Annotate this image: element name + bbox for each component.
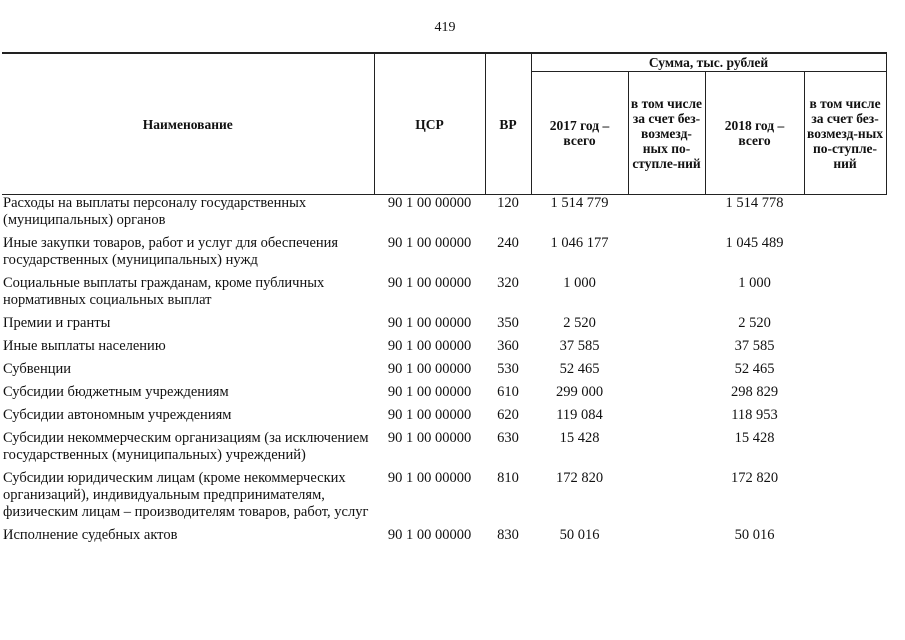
row-2017-gratuitous — [628, 527, 705, 550]
row-2017-total: 2 520 — [563, 315, 596, 331]
row-2017-total: 50 016 — [559, 527, 600, 543]
table-row — [2, 315, 886, 338]
row-2018-total: 52 465 — [734, 361, 775, 377]
row-name: Социальные выплаты гражданам, кроме публичных нормативных социальных выплат — [3, 275, 325, 308]
table-row — [2, 407, 886, 430]
row-vr: 810 — [497, 470, 519, 486]
row-2018-total: 172 820 — [730, 470, 779, 486]
row-2017-total: 37 585 — [559, 338, 600, 354]
row-name: Исполнение судебных актов — [3, 527, 178, 543]
header-2018-gratuitous: в том числе за счет без-возмезд-ных по-ступле-ний — [804, 72, 886, 195]
row-2017-gratuitous — [628, 275, 705, 315]
row-2017-gratuitous — [628, 384, 705, 407]
row-2017-total: 52 465 — [559, 361, 600, 377]
row-name: Субсидии некоммерческим организациям (за исключением государственных (муниципальных) учреждений) — [3, 430, 369, 463]
row-2018-gratuitous — [804, 384, 886, 407]
row-2018-gratuitous — [804, 338, 886, 361]
budget-table — [2, 52, 887, 550]
row-2018-gratuitous — [804, 407, 886, 430]
header-csr: ЦСР — [374, 53, 485, 195]
header-2017-total: 2017 год – всего — [531, 72, 628, 195]
row-2018-total: 298 829 — [730, 384, 779, 400]
row-2018-total: 1 000 — [738, 275, 771, 291]
table-row — [2, 361, 886, 384]
row-name: Иные закупки товаров, работ и услуг для обеспечения государственных (муниципальных) нужд — [3, 235, 339, 268]
row-csr: 90 1 00 00000 — [387, 315, 472, 331]
row-vr: 240 — [497, 235, 519, 251]
row-2018-total: 1 514 778 — [725, 195, 784, 211]
header-2018-total: 2018 год – всего — [705, 72, 804, 195]
row-name: Премии и гранты — [3, 315, 111, 331]
header-name: Наименование — [2, 53, 374, 195]
row-2018-gratuitous — [804, 430, 886, 470]
row-name: Субвенции — [3, 361, 71, 377]
row-2018-total: 2 520 — [738, 315, 771, 331]
row-vr: 630 — [497, 430, 519, 446]
row-vr: 610 — [497, 384, 519, 400]
row-csr: 90 1 00 00000 — [387, 275, 472, 291]
row-2018-gratuitous — [804, 275, 886, 315]
row-name: Субсидии автономным учреждениям — [3, 407, 232, 423]
row-2018-total: 118 953 — [731, 407, 778, 423]
row-2018-total: 1 045 489 — [725, 235, 784, 251]
table-row — [2, 384, 886, 407]
row-2017-total: 299 000 — [555, 384, 604, 400]
row-vr: 530 — [497, 361, 519, 377]
table-row — [2, 275, 886, 315]
row-2018-gratuitous — [804, 235, 886, 275]
row-csr: 90 1 00 00000 — [387, 430, 472, 446]
row-vr: 620 — [497, 407, 519, 423]
row-2017-total: 1 046 177 — [550, 235, 609, 251]
row-2017-gratuitous — [628, 361, 705, 384]
table-row — [2, 338, 886, 361]
row-2018-gratuitous — [804, 315, 886, 338]
row-name: Субсидии бюджетным учреждениям — [3, 384, 229, 400]
row-csr: 90 1 00 00000 — [387, 384, 472, 400]
table-body — [2, 195, 886, 551]
row-name: Иные выплаты населению — [3, 338, 166, 354]
row-2018-gratuitous — [804, 195, 886, 236]
row-2017-total: 1 514 779 — [550, 195, 609, 211]
header-sum-title: Сумма, тыс. рублей — [531, 53, 886, 72]
row-2018-total: 50 016 — [734, 527, 775, 543]
row-vr: 360 — [497, 338, 519, 354]
row-csr: 90 1 00 00000 — [387, 527, 472, 543]
row-2017-gratuitous — [628, 470, 705, 527]
row-2018-total: 37 585 — [734, 338, 775, 354]
row-2018-gratuitous — [804, 470, 886, 527]
row-csr: 90 1 00 00000 — [387, 235, 472, 251]
row-2017-gratuitous — [628, 407, 705, 430]
row-2018-total: 15 428 — [734, 430, 775, 446]
row-2017-total: 1 000 — [563, 275, 596, 291]
row-2017-total: 172 820 — [555, 470, 604, 486]
table-row — [2, 470, 886, 527]
page-number: 419 — [434, 20, 456, 35]
row-2017-gratuitous — [628, 430, 705, 470]
row-csr: 90 1 00 00000 — [387, 470, 472, 486]
table-row — [2, 235, 886, 275]
row-2017-gratuitous — [628, 235, 705, 275]
row-csr: 90 1 00 00000 — [387, 195, 472, 211]
row-vr: 320 — [497, 275, 519, 291]
row-vr: 830 — [497, 527, 519, 543]
header-vr: ВР — [485, 53, 531, 195]
row-name: Субсидии юридическим лицам (кроме некоммерческих организаций), индивидуальным предпринимателям, физическим лицам – производителям товаров, работ, услуг — [3, 470, 369, 520]
table-header — [2, 53, 886, 195]
table-row — [2, 527, 886, 550]
row-2017-total: 119 084 — [556, 407, 603, 423]
row-2017-gratuitous — [628, 338, 705, 361]
row-csr: 90 1 00 00000 — [387, 338, 472, 354]
table-row — [2, 430, 886, 470]
row-csr: 90 1 00 00000 — [387, 407, 472, 423]
header-2017-gratuitous: в том числе за счет без-возмезд-ных по-ступле-ний — [628, 72, 705, 195]
row-2017-gratuitous — [628, 195, 705, 236]
row-vr: 120 — [497, 195, 519, 211]
row-2018-gratuitous — [804, 527, 886, 550]
row-2017-total: 15 428 — [559, 430, 600, 446]
row-name: Расходы на выплаты персоналу государственных (муниципальных) органов — [3, 195, 307, 228]
row-csr: 90 1 00 00000 — [387, 361, 472, 377]
row-2018-gratuitous — [804, 361, 886, 384]
table-row — [2, 195, 886, 236]
row-vr: 350 — [497, 315, 519, 331]
row-2017-gratuitous — [628, 315, 705, 338]
